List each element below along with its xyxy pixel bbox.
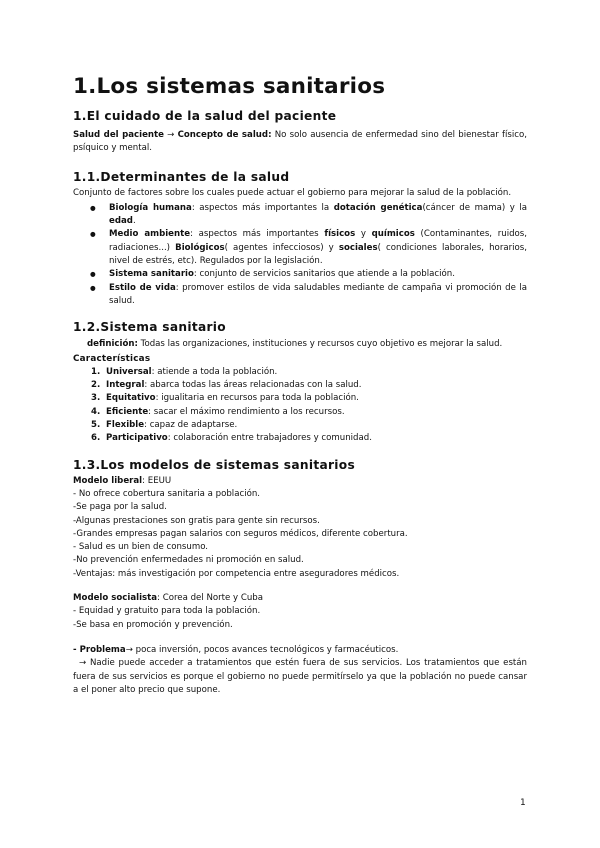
list-item xyxy=(73,366,527,379)
text: (Contaminantes, ruidos, radiaciones...) xyxy=(109,229,527,253)
term: Equitativo xyxy=(106,393,156,404)
term: Universal xyxy=(106,366,152,377)
text: : capaz de adaptarse. xyxy=(144,420,238,431)
text: y xyxy=(355,229,372,240)
characteristics-list xyxy=(73,366,527,446)
section-heading: 1.2.Sistema sanitario xyxy=(73,320,226,335)
text: ( agentes infecciosos) y xyxy=(224,242,339,253)
term-salud-paciente: Salud del paciente xyxy=(73,130,164,140)
item-number: 3. xyxy=(91,393,101,404)
text: : Corea del Norte y Cuba xyxy=(157,593,264,604)
dash: - xyxy=(73,644,80,655)
list-item xyxy=(73,392,527,405)
text: : promover estilos de vida saludables mediante de campaña vi promoción de la salud. xyxy=(109,282,527,306)
text: : colaboración entre trabajadores y comunidad. xyxy=(167,433,372,444)
text: (cáncer de mama) y la xyxy=(422,202,528,213)
paragraph-modelo-socialista xyxy=(73,592,527,605)
list-item xyxy=(73,202,527,229)
text-line: -Algunas prestaciones son gratis para gente sin recursos. xyxy=(73,515,320,526)
term-modelo-socialista: Modelo socialista xyxy=(73,593,158,604)
paragraph-final: → Nadie puede acceder a tratamientos que estén fuera de sus servicios. Los tratamientos que están fuera de sus servicios es porque el gobierno no puede permitírselo ya que la población no puede cansar a el poner alto precio que supone. xyxy=(73,658,527,695)
liberal-lines xyxy=(73,488,527,581)
text: : EEUU xyxy=(142,475,172,486)
text-line: - No ofrece cobertura sanitaria a población. xyxy=(73,488,261,499)
paragraph-text: No solo ausencia de enfermedad sino del bienestar físico, psíquico y mental. xyxy=(73,130,527,154)
list-item xyxy=(73,268,527,281)
list-item xyxy=(73,432,527,445)
list-item xyxy=(73,406,527,419)
text-line: -Grandes empresas pagan salarios con seguros médicos, diferente cobertura. xyxy=(73,528,408,539)
list-item xyxy=(73,228,527,268)
text: → poca inversión, pocos avances tecnológicos y farmacéuticos. xyxy=(125,644,399,655)
term-definicion: definición: xyxy=(87,339,138,350)
term: Flexible xyxy=(106,420,145,431)
text-line: - Equidad y gratuito para toda la población. xyxy=(73,606,261,617)
text: : abarca todas las áreas relacionadas con la salud. xyxy=(144,380,362,391)
determinants-list xyxy=(73,202,527,308)
item-number: 2. xyxy=(91,380,101,391)
section-modelos xyxy=(73,458,527,697)
paragraph-problema xyxy=(73,644,527,657)
item-number: 4. xyxy=(91,406,101,417)
text: . xyxy=(132,216,136,227)
text: : sacar el máximo rendimiento a los recursos. xyxy=(148,406,345,417)
section-sistema-sanitario xyxy=(73,320,527,445)
term: Biológicos xyxy=(175,242,225,253)
arrow-symbol: → xyxy=(167,130,175,140)
text: : atiende a toda la población. xyxy=(151,366,278,377)
term-concepto-salud: Concepto de salud: xyxy=(177,130,272,140)
list-item xyxy=(73,379,527,392)
term: Sistema sanitario xyxy=(109,269,194,280)
term: dotación genética xyxy=(333,202,423,213)
text: : aspectos más importantes xyxy=(190,229,325,240)
text: ( condiciones laborales, horarios, nivel de estrés, etc). Regulados por la legislación. xyxy=(109,242,528,267)
paragraph-modelo-liberal xyxy=(73,475,527,488)
term: edad xyxy=(109,216,133,227)
text-line: -Ventajas: más investigación por competencia entre aseguradores médicos. xyxy=(73,568,400,579)
item-number: 5. xyxy=(91,420,101,431)
section-heading: 1.1.Determinantes de la salud xyxy=(73,169,290,184)
term: Biología humana xyxy=(109,202,192,213)
term: Estilo de vida xyxy=(109,282,176,293)
socialista-lines xyxy=(73,605,527,632)
paragraph-text: Todas las organizaciones, instituciones y recursos cuyo objetivo es mejorar la salud. xyxy=(140,339,503,350)
item-number: 1. xyxy=(91,366,101,377)
term: físicos xyxy=(324,229,356,240)
term: Eficiente xyxy=(106,406,149,417)
page-title: 1.Los sistemas sanitarios xyxy=(73,74,386,99)
paragraph-definicion xyxy=(73,338,527,351)
page-number: 1 xyxy=(520,798,526,808)
term: Integral xyxy=(106,380,145,391)
list-item xyxy=(73,282,527,309)
section-determinantes xyxy=(73,170,527,309)
item-number: 6. xyxy=(91,433,101,444)
term: Medio ambiente xyxy=(109,229,191,240)
section-cuidado-salud xyxy=(73,109,527,156)
paragraph-salud-paciente xyxy=(73,129,527,156)
subheading-caracteristicas: Características xyxy=(73,353,151,364)
term: sociales xyxy=(338,242,378,253)
term: químicos xyxy=(371,229,415,240)
section-heading: 1.3.Los modelos de sistemas sanitarios xyxy=(73,457,355,472)
text-line: -No prevención enfermedades ni promoción en salud. xyxy=(73,555,304,566)
text: : igualitaria en recursos para toda la población. xyxy=(155,393,359,404)
document-page xyxy=(73,74,527,697)
paragraph-intro: Conjunto de factores sobre los cuales puede actuar el gobierno para mejorar la salud de la población. xyxy=(73,187,512,198)
list-item xyxy=(73,419,527,432)
section-heading: 1.El cuidado de la salud del paciente xyxy=(73,109,337,123)
term: Participativo xyxy=(106,433,168,444)
text: : aspectos más importantes la xyxy=(191,202,334,213)
term-problema: Problema xyxy=(79,644,126,655)
text-line: -Se paga por la salud. xyxy=(73,502,167,513)
text: : conjunto de servicios sanitarios que atiende a la población. xyxy=(193,269,455,280)
term-modelo-liberal: Modelo liberal xyxy=(73,475,143,486)
text-line: -Se basa en promoción y prevención. xyxy=(73,619,233,630)
text-line: - Salud es un bien de consumo. xyxy=(73,542,209,553)
